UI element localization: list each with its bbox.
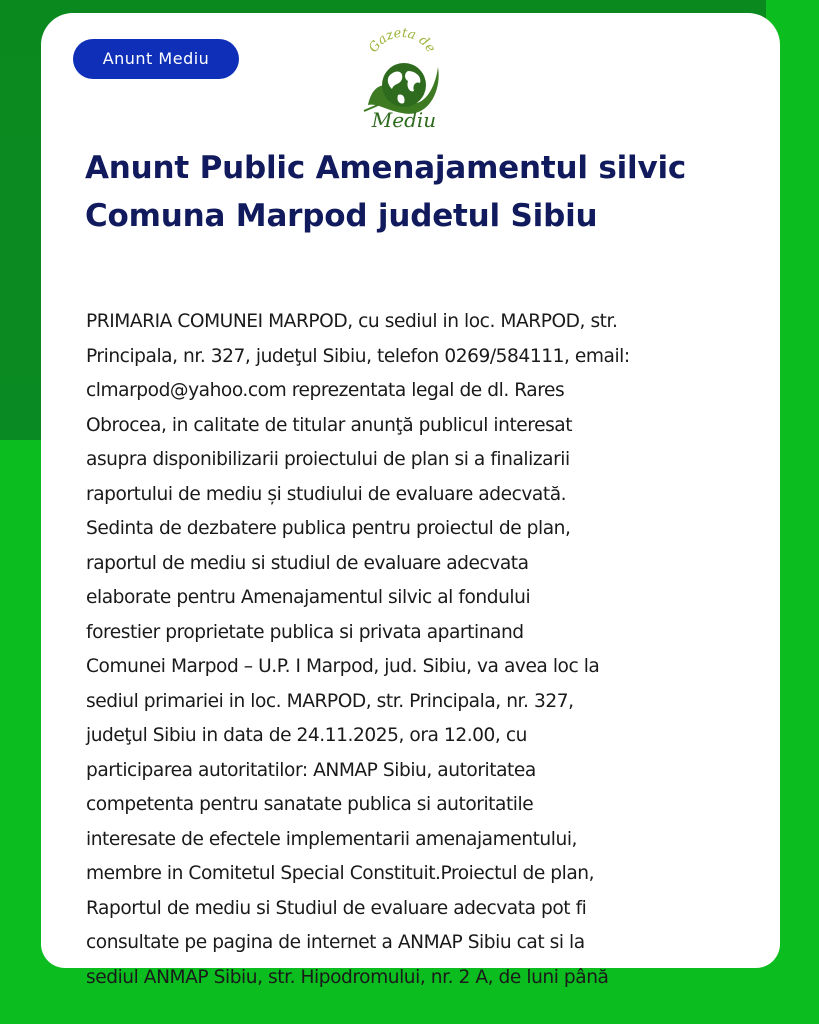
svg-text:Gazeta de: Gazeta de xyxy=(366,27,439,56)
body-line: forestier proprietate publica si privata apartinand xyxy=(86,621,524,643)
title-line: Comuna Marpod judetul Sibiu xyxy=(85,198,598,234)
globe-leaf-icon xyxy=(358,27,446,131)
body-line: Raportul de mediu si Studiul de evaluare adecvata pot fi xyxy=(86,897,587,919)
body-line: clmarpod@yahoo.com reprezentata legal de dl. Rares xyxy=(86,380,565,401)
body-line: Obrocea, in calitate de titular anunţă publicul interesat xyxy=(86,414,573,436)
gazeta-de-mediu-logo xyxy=(358,27,446,131)
category-badge-label: Anunt Mediu xyxy=(102,49,210,68)
body-line: Comunei Marpod – U.P. I Marpod, jud. Sibiu, va avea loc la xyxy=(86,656,600,677)
body-line: interesate de efectele implementarii amenajamentului, xyxy=(86,828,577,850)
body-line: Principala, nr. 327, judeţul Sibiu, telefon 0269/584111, email: xyxy=(86,345,630,367)
announcement-body xyxy=(86,305,756,995)
body-line: raportului de mediu și studiului de evaluare adecvată. xyxy=(86,483,567,505)
announcement-card xyxy=(41,13,780,988)
category-badge[interactable] xyxy=(73,39,239,79)
body-line: Sedinta de dezbatere publica pentru proiectul de plan, xyxy=(86,518,571,539)
body-line: consultate pe pagina de internet a ANMAP Sibiu cat si la xyxy=(86,932,585,953)
body-line: asupra disponibilizarii proiectului de plan si a finalizarii xyxy=(86,449,570,470)
page-title xyxy=(85,144,765,240)
body-line: elaborate pentru Amenajamentul silvic al fondului xyxy=(86,587,531,608)
body-line: PRIMARIA COMUNEI MARPOD, cu sediul in loc. MARPOD, str. xyxy=(86,311,618,332)
body-line: sediul ANMAP Sibiu, str. Hipodromului, nr. 2 A, de luni până xyxy=(86,966,609,988)
body-line: participarea autoritatilor: ANMAP Sibiu, autoritatea xyxy=(86,759,536,781)
title-line: Anunt Public Amenajamentul silvic xyxy=(85,150,687,186)
body-line: judeţul Sibiu in data de 24.11.2025, ora 12.00, cu xyxy=(86,725,527,746)
body-line: raportul de mediu si studiul de evaluare adecvata xyxy=(86,552,529,574)
svg-text:Mediu: Mediu xyxy=(371,108,437,131)
body-line: membre in Comitetul Special Constituit.Proiectul de plan, xyxy=(86,863,595,884)
body-line: competenta pentru sanatate publica si autoritatile xyxy=(86,794,534,815)
body-line: sediul primariei in loc. MARPOD, str. Principala, nr. 327, xyxy=(86,690,574,712)
